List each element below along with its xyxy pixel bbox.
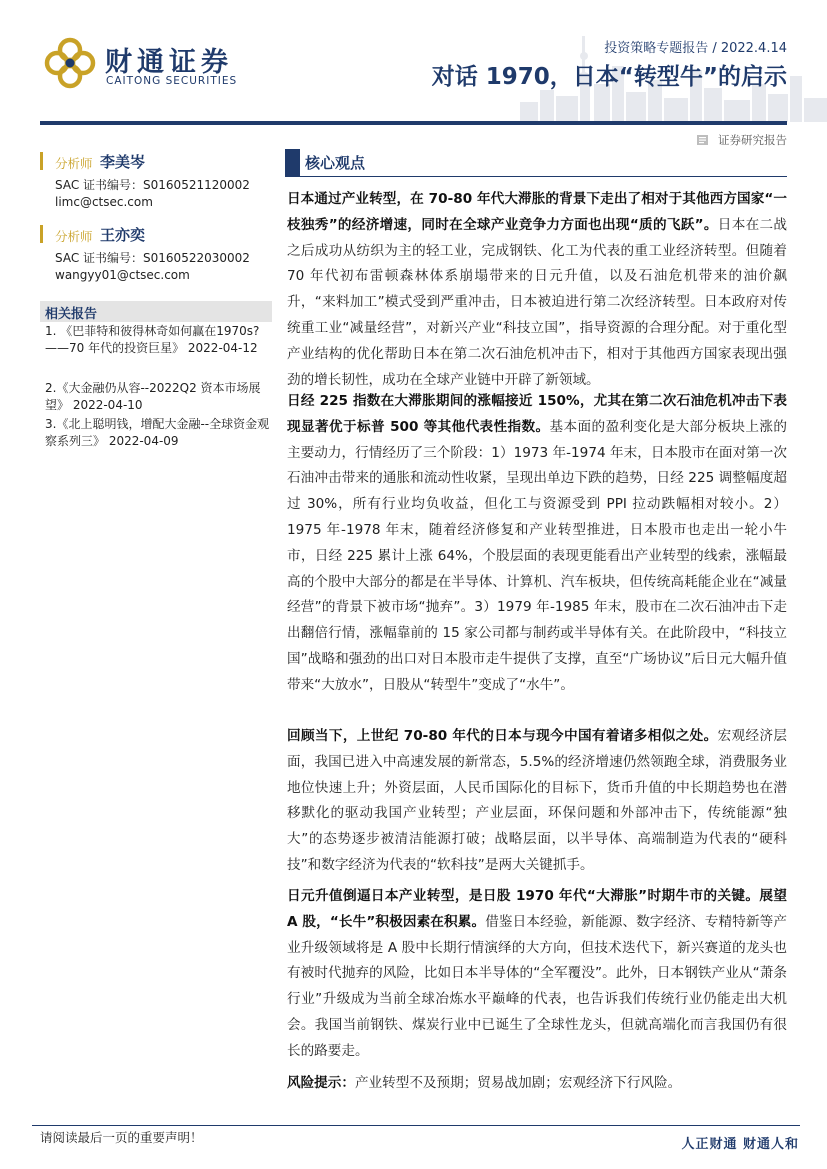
- paragraph-body: 产业转型不及预期；贸易战加剧；宏观经济下行风险。: [354, 1075, 682, 1091]
- related-report-item[interactable]: 3.《北上聪明钱，增配大金融--全球资金观察系列三》 2022-04-09: [45, 417, 270, 448]
- related-reports-title: 相关报告: [45, 307, 98, 322]
- risk-warning: [287, 1071, 787, 1097]
- analyst-sac-number: SAC 证书编号：S0160521120002: [55, 178, 250, 192]
- footer-divider: [32, 1125, 800, 1126]
- analyst-email[interactable]: limc@ctsec.com: [55, 195, 153, 209]
- paragraph-lead: 日本通过产业转型，在 70-80 年代大滞胀的背景下走出了相对于其他西方国家“一枝独秀”的经济增速，同时在全球产业竞争力方面也出现“质的飞跃”。: [287, 191, 787, 233]
- analyst-role: 分析师: [55, 229, 93, 244]
- brand-slogan: 人正财通 财通人和: [681, 1137, 799, 1152]
- report-type-icon: [697, 135, 708, 145]
- core-views-title: 核心观点: [305, 154, 366, 172]
- brand-name-en: CAITONG SECURITIES: [106, 75, 238, 87]
- paragraph-body: 基本面的盈利变化是大部分板块上涨的主要动力，行情经历了三个阶段：1）1973 年-1974 年末，日本股市在面对第一次石油冲击带来的通胀和流动性收紧，呈现出单边下跌的趋势，日经 225 调整幅度超过 30%，所有行业均负收益，但化工与资源受到 PPI 拉动跌幅相对较小。2）1975 年-1978 年末，随着经济修复和产业转型推进，日本股市也走出一轮小牛市，日经 225 累计上涨 64%，个股层面的表现更能看出产业转型的线索，涨幅最高的个股中大部分的都是在半导体、计算机、汽车板块，但传统高耗能企业在“减量经营”的背景下被市场“抛弃”。3）1979 年-1985 年末，股市在二次石油冲击下走出翻倍行情，涨幅靠前的 15 家公司都与制药或半导体有关。在此阶段中，“科技立国”战略和强劲的出口对日本股市走牛提供了支撑，直至“广场协议”后日元大幅升值带来“大放水”，日股从“转型牛”变成了“水牛”。: [287, 418, 788, 693]
- core-views-marker: [285, 149, 300, 176]
- core-paragraph: [287, 389, 787, 699]
- analyst-sac-number: SAC 证书编号：S0160522030002: [55, 251, 250, 265]
- core-views-divider: [285, 176, 787, 177]
- paragraph-body: 日本在二战之后成功从纺织为主的轻工业，完成钢铁、化工为代表的重工业经济转型。但随着 70 年代初布雷顿森林体系崩塌带来的日元升值，以及石油危机带来的油价飙升，“来料加工”模式受到严重冲击，日本被迫进行第二次经济转型。日本政府对传统重工业“减量经营”，对新兴产业“科技立国”，指导资源的合理分配。对于重化型产业结构的优化帮助日本在第二次石油危机冲击下，相对于其他西方国家表现出强劲的增长韧性，成功在全球产业链中开辟了新领域。: [287, 216, 787, 388]
- core-paragraph: [287, 884, 787, 1065]
- disclaimer-note: 请阅读最后一页的重要声明！: [40, 1130, 203, 1145]
- paragraph-lead: 日元升值倒逼日本产业转型，是日股 1970 年代“大滞胀”时期牛市的关键。展望 A 股，“长牛”积极因素在积累。: [287, 888, 787, 930]
- analyst-marker: [40, 152, 43, 170]
- paragraph-body: 宏观经济层面，我国已进入中高速发展的新常态，5.5%的经济增速仍然领跑全球，消费服务业地位快速上升；外资层面，人民币国际化的目标下，货币升值的中长期趋势也在潜移默化的驱动我国产业转型；产业层面，环保问题和外部冲击下，传统能源“独大”的态势逐步被清洁能源打破；战略层面，以半导体、高端制造为代表的“硬科技”和数字经济为代表的“软科技”是两大关键抓手。: [287, 728, 787, 873]
- paragraph-lead: 回顾当下，上世纪 70-80 年代的日本与现今中国有着诸多相似之处。: [287, 728, 718, 744]
- report-type-label: 证券研究报告: [718, 133, 787, 147]
- header-divider: [40, 121, 787, 125]
- paragraph-lead: 日经 225 指数在大滞胀期间的涨幅接近 150%，尤其在第二次石油危机冲击下表现显著优于标普 500 等其他代表性指数。: [287, 393, 787, 435]
- brand-name-cn: 财通证券: [105, 47, 233, 78]
- analyst-name: 王亦奕: [100, 226, 146, 244]
- caitong-logo-icon: [44, 37, 96, 89]
- analyst-marker: [40, 225, 43, 243]
- report-category-date: 投资策略专题报告 / 2022.4.14: [604, 41, 787, 56]
- analyst-name: 李美岑: [100, 153, 146, 171]
- core-paragraph: [287, 724, 787, 879]
- analyst-role: 分析师: [55, 156, 93, 171]
- paragraph-lead: 风险提示：: [287, 1075, 355, 1091]
- report-title: 对话 1970，日本“转型牛”的启示: [431, 64, 787, 90]
- paragraph-body: 借鉴日本经验，新能源、数字经济、专精特新等产业升级领域将是 A 股中长期行情演绎的大方向，但技术迭代下，新兴赛道的龙头也有被时代抛弃的风险，比如日本半导体的“全军覆没”。此外，日本钢铁产业从“萧条行业”升级成为当前全球冶炼水平巅峰的代表，也告诉我们传统行业仍能走出大机会。我国当前钢铁、煤炭行业中已诞生了全球性龙头，但就高端化而言我国仍有很长的路要走。: [287, 913, 787, 1059]
- core-paragraph: [287, 187, 787, 393]
- related-report-item[interactable]: 1. 《巴菲特和彼得林奇如何赢在1970s? ——70 年代的投资巨星》 2022-04-12: [45, 324, 260, 355]
- analyst-email[interactable]: wangyy01@ctsec.com: [55, 268, 190, 282]
- related-report-item[interactable]: 2.《大金融仍从容--2022Q2 资本市场展望》 2022-04-10: [45, 381, 261, 412]
